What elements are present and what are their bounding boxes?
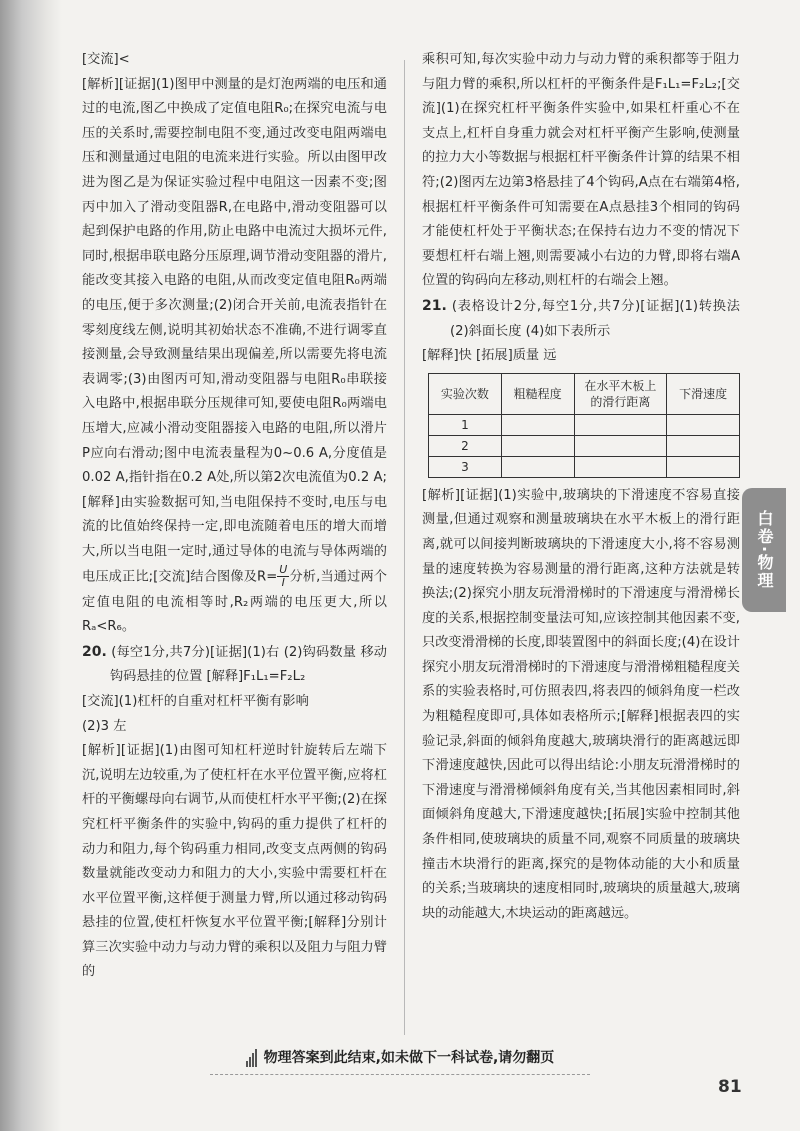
q20-exchange-2: (2)3 左 [82,718,127,734]
q20-analysis-continued: 乘积可知,每次实验中动力与动力臂的乘积都等于阻力与阻力臂的乘积,所以杠杆的平衡条件是F₁L₁=F₂L₂;[交流](1)在探究杠杆平衡条件实验中,如果杠杆重心不在支点上,杠杆自身重力就会对杠杆平衡产生影响,使测量的拉力大小等数据与根据杠杆平衡条件计算的结果不相符;(2)图丙左边第3格悬挂了4个钩码,A点在右端第4格,根据杠杆平衡条件可知需要在A点悬挂3个相同的钩码才能使杠杆处于平衡状态;在保持右边力不变的情况下要想杠杆右端上翘,则需要减小右边的力臂,即将右端A位置的钩码向左移动,则杠杆的右端会上翘。 [422,52,740,289]
q20-answer [82,640,387,690]
q21-answer [422,294,740,344]
table-row [429,435,740,456]
table-cell [501,456,574,477]
experiment-table [428,373,740,478]
table-cell [667,456,740,477]
book-spine-shadow [0,0,62,1131]
table-cell: 1 [429,414,502,435]
fraction-numerator: U [279,563,288,577]
q20-number: 20. [82,643,107,660]
table-row [429,414,740,435]
q21-explain: [解释]快 [拓展]质量 远 [422,348,557,364]
table-cell: 2 [429,435,502,456]
subject-side-tab: 白卷·物理 [742,488,786,612]
column-divider [404,60,405,1035]
exchange-answer: [交流]< [82,52,130,67]
decorative-bars-icon [246,1049,258,1067]
q19-analysis-text: [解析][证据](1)图甲中测量的是灯泡两端的电压和通过的电流,图乙中换成了定值电阻R₀;在探究电流与电压的关系时,需要控制电阻不变,通过改变电阻两端电压和测量通过电阻的电流来进行实验。所以由图甲改进为图乙是为保证实验过程中电阻这一因素不变;图丙中加入了滑动变阻器R,在电路中,滑动变阻器可以起到保护电路的作用,防止电路中电流过大损坏元件,同时,根据串联电路分压原理,调节滑动变阻器的滑片,能改变其接入电路的电阻,从而改变定值电阻R₀两端的电压,便于多次测量;(2)闭合开关前,电流表指针在零刻度线左侧,说明其初始状态不准确,不进行调零直接测量,会导致测量结果出现偏差,所以需要先将电流表调零;(3)由图丙可知,滑动变阻器与电阻R₀串联接入电路中,根据串联分压规律可知,要使电阻R₀两端电压增大,应减小滑动变阻器接入电路的电阻,所以滑片P应向右滑动;图中电流表量程为0~0.6 A,分度值是0.02 A,指针指在0.2 A处,所以第2次电流值为0.2 A;[解释]由实验数据可知,当电阻保持不变时,电压与电流的比值始终保持一定,即电流随着电压的增大而增大,所以当电阻一定时,通过导体的电流与导体两端的电压成正比;[交流]结合图像及R= [82,76,387,585]
footer-dashed-line [210,1074,590,1075]
table-cell [501,414,574,435]
q21-number: 21. [422,297,447,314]
table-cell [667,435,740,456]
table-header: 在水平木板上的滑行距离 [574,373,667,414]
table-header-row [429,373,740,414]
q19-analysis-tail: 分析,当通过两个定值电阻的电流相等时,R₂两端的电压更大,所以Rₐ<R₆。 [82,569,387,635]
table-header: 下滑速度 [667,373,740,414]
table-cell [667,414,740,435]
table-cell [574,456,667,477]
table-cell: 3 [429,456,502,477]
page-number: 81 [718,1077,742,1097]
fraction-u-over-i [277,564,289,589]
table-cell [574,414,667,435]
q21-answer-text: (表格设计2分,每空1分,共7分)[证据](1)转换法 (2)斜面长度 (4)如下表所示 [450,298,740,339]
fraction-denominator: I [281,576,285,590]
q20-exchange: [交流](1)杠杆的自重对杠杆平衡有影响 [82,693,309,709]
right-column [422,48,740,926]
left-column [82,48,387,985]
q20-answer-text: (每空1分,共7分)[证据](1)右 (2)钩码数量 移动钩码悬挂的位置 [解释]F₁L₁=F₂L₂ [110,644,387,685]
table-cell [574,435,667,456]
table-row [429,456,740,477]
q19-analysis [82,73,387,640]
table-header: 实验次数 [429,373,502,414]
table-header: 粗糙程度 [501,373,574,414]
table-cell [501,435,574,456]
footer-notice [200,1047,600,1071]
q20-analysis: [解析][证据](1)由图可知杠杆逆时针旋转后左端下沉,说明左边较重,为了使杠杆在水平位置平衡,应将杠杆的平衡螺母向右调节,从而使杠杆水平平衡;(2)在探究杠杆平衡条件的实验中,钩码的重力提供了杠杆的动力和阻力,每个钩码重力相同,改变支点两侧的钩码数量就能改变动力和阻力的大小,实验中需要杠杆在水平位置平衡,这样便于测量力臂,所以通过移动钩码悬挂的位置,使杠杆恢复水平位置平衡;[解释]分别计算三次实验中动力与动力臂的乘积以及阻力与阻力臂的 [82,743,387,980]
footer-text: 物理答案到此结束,如未做下一科试卷,请勿翻页 [263,1050,555,1066]
q21-analysis: [解析][证据](1)实验中,玻璃块的下滑速度不容易直接测量,但通过观察和测量玻璃块在水平木板上的滑行距离,就可以间接判断玻璃块的下滑速度大小,将不容易测量的速度转换为容易测量的滑行距离,这种方法就是转换法;(2)探究小朋友玩滑滑梯时的下滑速度与滑滑梯长度的关系,根据控制变量法可知,应该控制其他因素不变,只改变滑滑梯的长度,即装置图中的斜面长度;(4)在设计探究小朋友玩滑滑梯时的下滑速度与滑滑梯粗糙程度关系的实验表格时,可仿照表四,将表四的倾斜角度一栏改为粗糙程度即可,具体如表格所示;[解释]根据表四的实验记录,斜面的倾斜角度越大,玻璃块滑行的距离越远即下滑速度越快,因此可以得出结论:小朋友玩滑滑梯时的下滑速度与滑滑梯倾斜角度有关,当其他因素相同时,斜面倾斜角度越大,下滑速度越快;[拓展]实验中控制其他条件相同,使玻璃块的质量不同,观察不同质量的玻璃块撞击木块滑行的距离,探究的是物体动能的大小和质量的关系;当玻璃块的速度相同时,玻璃块的质量越大,玻璃块的动能越大,木块运动的距离越远。 [422,487,740,921]
